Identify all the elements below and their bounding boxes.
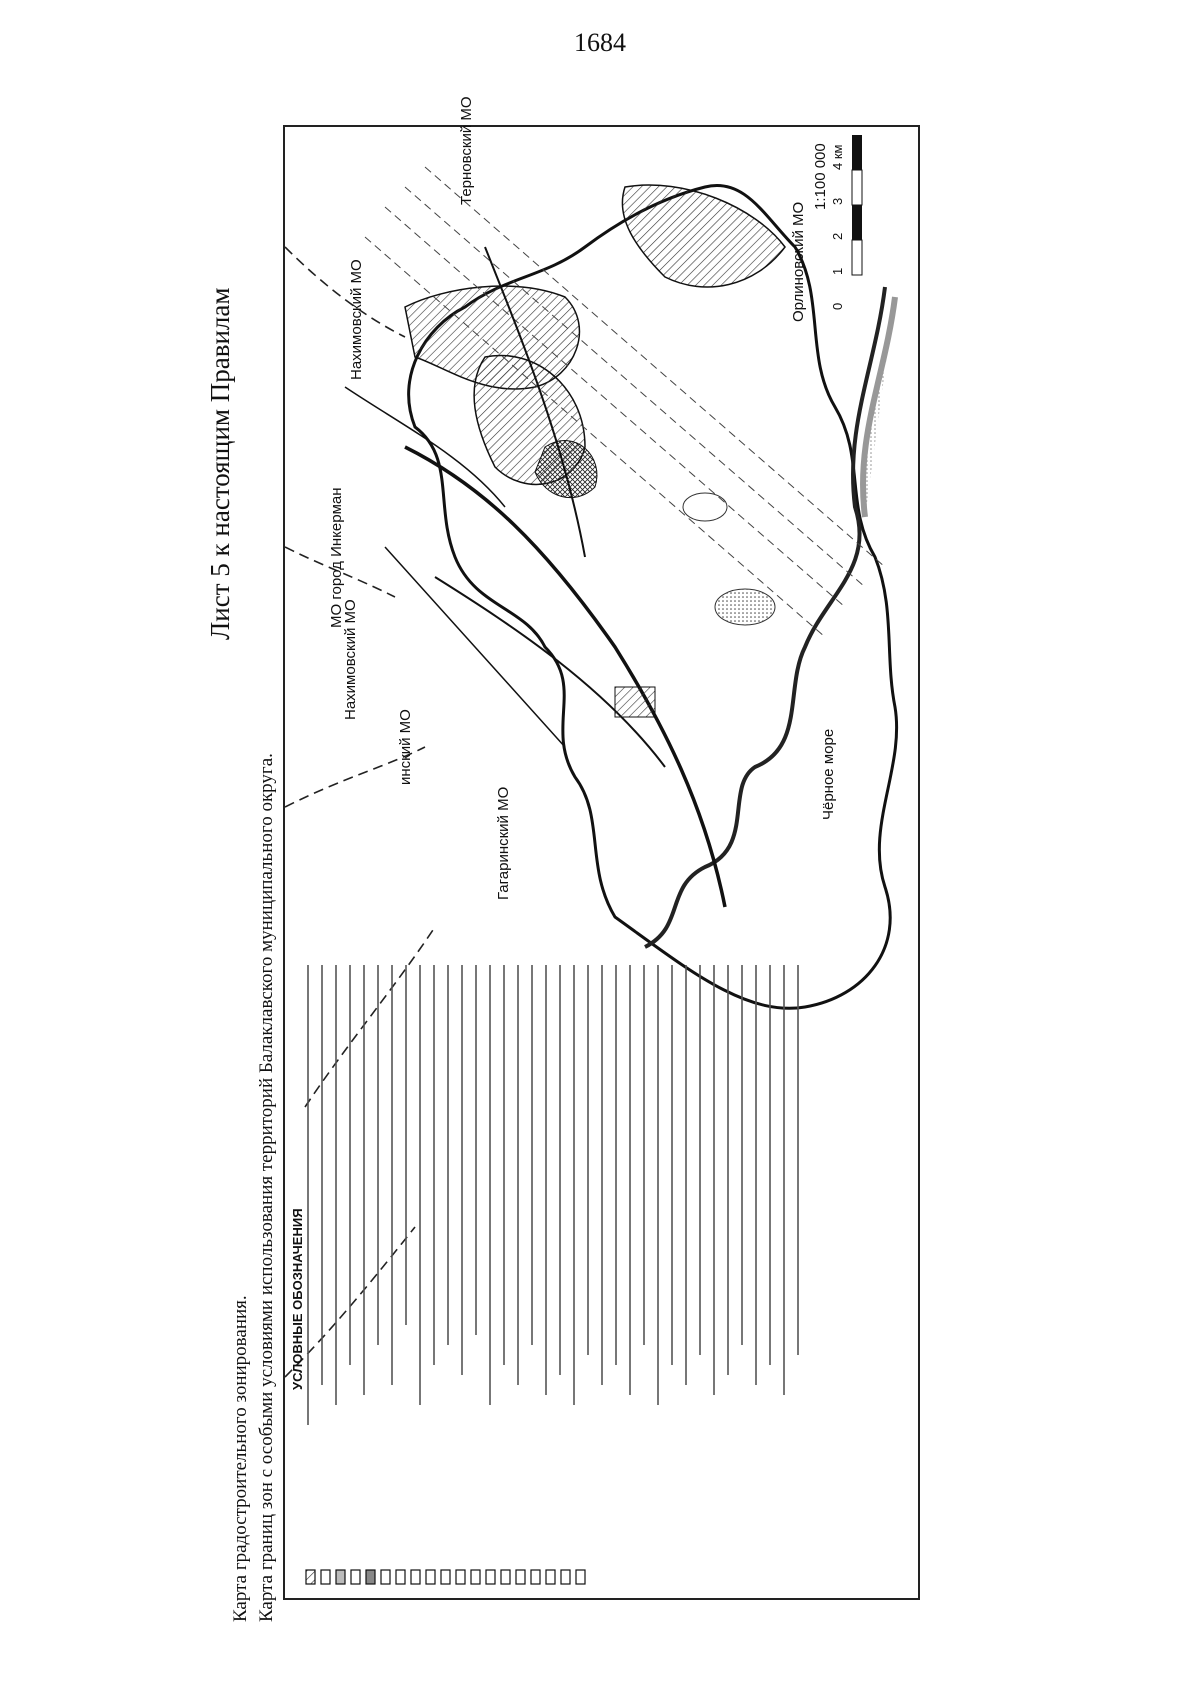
- corridor-lines: [365, 167, 885, 637]
- label-inkerman: МО город Инкерман: [328, 487, 345, 628]
- label-orlinovsky: Орлиновский МО: [790, 201, 807, 322]
- crosshatch-zone: [535, 441, 597, 498]
- sheet-title: Лист 5 к настоящим Правилам: [205, 287, 235, 640]
- map-caption-line-1: Карта градостроительного зонирования.: [230, 1295, 251, 1622]
- legend-title: УСЛОВНЫЕ ОБОЗНАЧЕНИЯ: [290, 1208, 305, 1390]
- label-inkerman-short: инский МО: [397, 709, 414, 785]
- scale-tick-1: 1: [830, 267, 845, 275]
- scale-tick-2: 2: [830, 232, 845, 240]
- scale-tick-4: 4 км: [830, 144, 845, 170]
- scale-tick-3: 3: [830, 197, 845, 205]
- hatched-zone-east: [622, 185, 785, 287]
- label-gagarinsky: Гагаринский МО: [495, 786, 512, 900]
- legend-text-lines: [300, 965, 820, 1435]
- scale-tick-0: 0: [830, 302, 845, 310]
- scale-ratio: 1:100 000: [812, 143, 829, 210]
- legend-symbols: [296, 1420, 626, 1595]
- label-nakhimovsky-top: Нахимовский МО: [348, 259, 365, 380]
- label-black-sea: Чёрное море: [820, 728, 837, 820]
- label-nakhimovsky-left: Нахимовский МО: [342, 599, 359, 720]
- page-number: 1684: [574, 28, 626, 57]
- map-caption-line-2: Карта границ зон с особыми условиями использования территорий Балаклавского муниципального округа.: [256, 753, 277, 1622]
- scale-bar-graphic: [848, 135, 868, 315]
- label-ternovsky: Терновский МО: [458, 96, 475, 205]
